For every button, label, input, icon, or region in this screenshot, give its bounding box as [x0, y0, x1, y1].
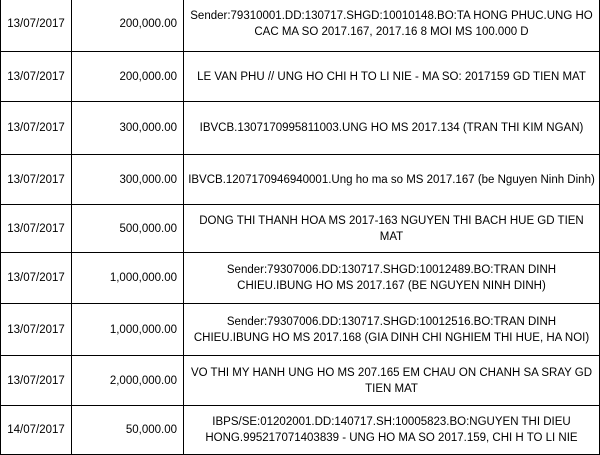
transaction-amount: 300,000.00	[72, 102, 184, 155]
transaction-row	[1, 102, 600, 155]
transaction-row	[1, 253, 600, 304]
transaction-row	[1, 406, 600, 455]
transaction-description: IBVCB.1307170995811003.UNG HO MS 2017.134 (TRAN THI KIM NGAN)	[184, 102, 600, 155]
transaction-date: 13/07/2017	[1, 52, 72, 102]
transaction-amount: 1,000,000.00	[72, 253, 184, 304]
transaction-amount: 500,000.00	[72, 205, 184, 253]
transaction-date: 14/07/2017	[1, 406, 72, 455]
transaction-date: 13/07/2017	[1, 155, 72, 205]
transaction-description: Sender:79307006.DD:130717.SHGD:10012489.BO:TRAN DINH CHIEU.IBUNG HO MS 2017.167 (BE NGUYEN NINH DINH)	[184, 253, 600, 304]
transaction-amount: 200,000.00	[72, 52, 184, 102]
transaction-amount: 50,000.00	[72, 406, 184, 455]
transaction-date: 13/07/2017	[1, 253, 72, 304]
transaction-description: IBPS/SE:01202001.DD:140717.SH:10005823.BO:NGUYEN THI DIEU HONG.995217071403839 - UNG HO MA SO 2017.159, CHI H TO LI NIE	[184, 406, 600, 455]
transaction-row	[1, 155, 600, 205]
transaction-amount: 200,000.00	[72, 0, 184, 52]
transaction-date: 13/07/2017	[1, 304, 72, 356]
transaction-description: VO THI MY HANH UNG HO MS 207.165 EM CHAU ON CHANH SA SRAY GD TIEN MAT	[184, 356, 600, 406]
transaction-row	[1, 304, 600, 356]
transaction-row	[1, 52, 600, 102]
transaction-description: Sender:79310001.DD:130717.SHGD:10010148.BO:TA HONG PHUC.UNG HO CAC MA SO 2017.167, 2017.16 8 MOI MS 100.000 D	[184, 0, 600, 52]
transaction-date: 13/07/2017	[1, 205, 72, 253]
transaction-description: IBVCB.1207170946940001.Ung ho ma so MS 2017.167 (be Nguyen Ninh Dinh)	[184, 155, 600, 205]
transaction-row	[1, 0, 600, 52]
transaction-row	[1, 356, 600, 406]
transaction-date: 13/07/2017	[1, 356, 72, 406]
transaction-description: LE VAN PHU // UNG HO CHI H TO LI NIE - MA SO: 2017159 GD TIEN MAT	[184, 52, 600, 102]
transaction-date: 13/07/2017	[1, 102, 72, 155]
transaction-description: DONG THI THANH HOA MS 2017-163 NGUYEN THI BACH HUE GD TIEN MAT	[184, 205, 600, 253]
transaction-date: 13/07/2017	[1, 0, 72, 52]
transaction-amount: 300,000.00	[72, 155, 184, 205]
transaction-amount: 1,000,000.00	[72, 304, 184, 356]
transaction-description: Sender:79307006.DD:130717.SHGD:10012516.BO:TRAN DINH CHIEU.IBUNG HO MS 2017.168 (GIA DINH CHI NGHIEM THI HUE, HA NOI)	[184, 304, 600, 356]
transaction-amount: 2,000,000.00	[72, 356, 184, 406]
transaction-row	[1, 205, 600, 253]
